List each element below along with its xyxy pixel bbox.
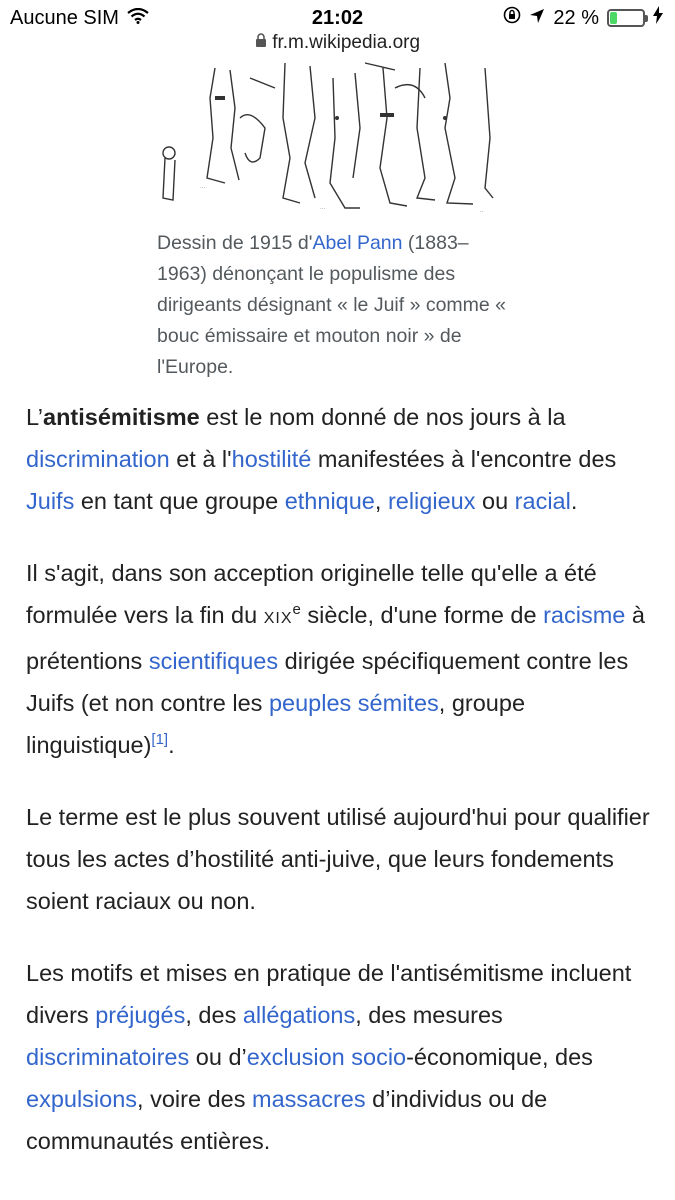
svg-text:··: ·· bbox=[480, 209, 484, 215]
link-ethnique[interactable]: ethnique bbox=[284, 488, 375, 514]
link-allegations[interactable]: allégations bbox=[242, 1002, 356, 1028]
link-scientifiques[interactable]: scientifiques bbox=[148, 648, 279, 674]
text: , des mesures bbox=[355, 1002, 503, 1028]
text: ou bbox=[475, 488, 515, 514]
caption-text: (1883–1963) dénonçant le populisme des dirigeants désignant « le Juif » comme « bouc émissaire et mouton noir » de l'Europe. bbox=[157, 232, 507, 378]
link-racisme[interactable]: racisme bbox=[543, 602, 626, 628]
century-numeral: XIX bbox=[263, 610, 293, 627]
link-prejuges[interactable]: préjugés bbox=[95, 1002, 186, 1028]
text: , groupe linguistique) bbox=[26, 690, 526, 758]
text: d’individus ou de communautés entières. bbox=[26, 1086, 548, 1154]
text: -économique, des bbox=[406, 1044, 593, 1070]
paragraph-3: Le terme est le plus souvent utilisé aujourd'hui pour qualifier tous les actes d’hostilité anti-juive, que leurs fondements soient raciaux ou non. bbox=[26, 804, 650, 914]
text: , voire des bbox=[137, 1086, 252, 1112]
text: à prétentions bbox=[26, 602, 645, 674]
status-right bbox=[503, 6, 663, 30]
link-hostilite[interactable]: hostilité bbox=[231, 446, 312, 472]
location-arrow-icon bbox=[529, 7, 545, 30]
battery-fill bbox=[610, 12, 617, 24]
cartoon-drawing bbox=[155, 58, 515, 220]
text: L’ bbox=[26, 404, 43, 430]
paragraph-1 bbox=[26, 396, 656, 522]
clock: 21:02 bbox=[311, 7, 364, 29]
address-bar[interactable] bbox=[0, 32, 675, 58]
link-exclusion-socio[interactable]: exclusion socio bbox=[246, 1044, 407, 1070]
status-bar bbox=[0, 0, 675, 34]
text: Les motifs et mises en pratique de l'antisémitisme incluent divers bbox=[26, 960, 632, 1028]
paragraph-4 bbox=[26, 952, 656, 1162]
figure-caption bbox=[157, 228, 517, 383]
link-peuples-semites[interactable]: peuples sémites bbox=[268, 690, 439, 716]
link-abel-pann[interactable]: Abel Pann bbox=[312, 232, 403, 254]
text: siècle, d'une forme de bbox=[300, 602, 544, 628]
text: est le nom donné de nos jours à la bbox=[199, 404, 566, 430]
century-suffix: e bbox=[292, 601, 301, 619]
link-discriminatoires[interactable]: discriminatoires bbox=[26, 1044, 190, 1070]
link-racial[interactable]: racial bbox=[514, 488, 571, 514]
text: , bbox=[374, 488, 388, 514]
text: ou d’ bbox=[189, 1044, 247, 1070]
battery-icon bbox=[607, 9, 645, 27]
article-body bbox=[26, 396, 656, 1192]
link-expulsions[interactable]: expulsions bbox=[26, 1086, 138, 1112]
term-antisemitisme: antisémitisme bbox=[43, 404, 200, 430]
text: manifestées à l'encontre des bbox=[311, 446, 617, 472]
cartoon-image[interactable] bbox=[155, 58, 515, 220]
rotation-lock-icon bbox=[503, 6, 521, 30]
link-massacres[interactable]: massacres bbox=[252, 1086, 366, 1112]
text: , des bbox=[185, 1002, 243, 1028]
caption-text: Dessin de 1915 d' bbox=[157, 232, 313, 254]
text: en tant que groupe bbox=[74, 488, 285, 514]
lock-icon bbox=[255, 32, 272, 53]
carrier-label: Aucune SIM bbox=[10, 7, 119, 29]
link-juifs[interactable]: Juifs bbox=[26, 488, 75, 514]
text: . bbox=[570, 488, 578, 514]
paragraph-2 bbox=[26, 552, 656, 766]
link-discrimination[interactable]: discrimination bbox=[26, 446, 170, 472]
svg-text:···: ··· bbox=[320, 206, 325, 212]
text: . bbox=[168, 732, 175, 758]
reference-1-link[interactable]: [1] bbox=[151, 731, 169, 749]
svg-text:···: ··· bbox=[200, 185, 205, 191]
charging-bolt-icon bbox=[653, 6, 663, 30]
link-religieux[interactable]: religieux bbox=[387, 488, 476, 514]
text: et à l' bbox=[169, 446, 232, 472]
text: Il s'agit, dans son acception originelle telle qu'elle a été formulée vers la fin du bbox=[26, 560, 597, 628]
text: dirigée spécifiquement contre les Juifs (et non contre les bbox=[26, 648, 629, 716]
url-domain: fr.m.wikipedia.org bbox=[272, 32, 421, 53]
battery-percent: 22 % bbox=[553, 6, 599, 29]
